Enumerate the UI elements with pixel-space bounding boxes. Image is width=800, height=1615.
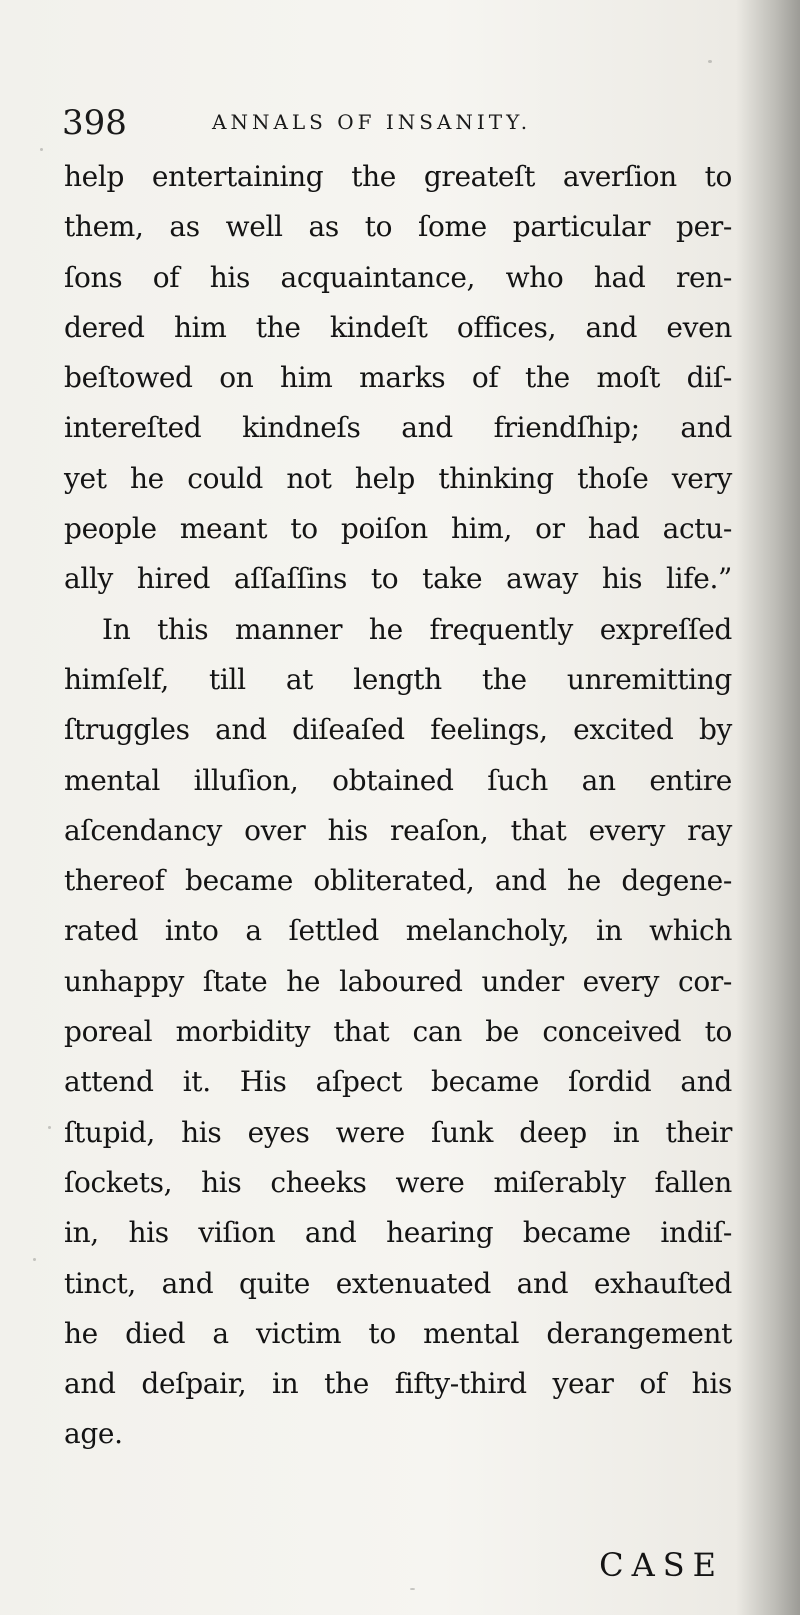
- paper-speck: [48, 1126, 51, 1129]
- catchword: CASE: [599, 1546, 724, 1584]
- text-line: unhappy ſtate he laboured under every cor-: [64, 964, 732, 998]
- paper-speck: [33, 1258, 36, 1261]
- text-line: people meant to poiſon him, or had actu-: [64, 512, 732, 546]
- body-text: [64, 152, 732, 1460]
- text-line: attend it. His aſpect became ſordid and: [64, 1065, 732, 1099]
- text-line: yet he could not help thinking thoſe very: [64, 461, 732, 495]
- text-line: and deſpair, in the fifty-third year of his: [64, 1367, 732, 1401]
- text-line: ſtruggles and diſeaſed feelings, excited by: [64, 713, 732, 747]
- text-line: intereſted kindneſs and friendſhip; and: [64, 411, 732, 445]
- text-line: tinct, and quite extenuated and exhauſted: [64, 1266, 732, 1300]
- text-line: in, his viſion and hearing became indiſ-: [64, 1216, 732, 1250]
- text-line: rated into a ſettled melancholy, in which: [64, 914, 732, 948]
- text-line: ſockets, his cheeks were miſerably fallen: [64, 1165, 732, 1199]
- text-line: help entertaining the greateſt averſion to: [64, 160, 732, 193]
- text-line: himſelf, till at length the unremitting: [64, 662, 732, 696]
- text-line: thereof became obliterated, and he degene-: [64, 864, 732, 898]
- paragraph-start-line: In this manner he frequently expreſſed: [102, 612, 732, 646]
- text-line: ſtupid, his eyes were ſunk deep in their: [64, 1115, 732, 1149]
- page-number: 398: [62, 103, 127, 143]
- text-line: ſons of his acquaintance, who had ren-: [64, 260, 732, 294]
- paper-speck: [410, 1588, 415, 1590]
- text-line: them, as well as to ſome particular per-: [64, 210, 732, 244]
- running-head: ANNALS OF INSANITY.: [212, 110, 532, 134]
- text-line: beſtowed on him marks of the moſt diſ-: [64, 361, 732, 395]
- page-header: [60, 98, 740, 148]
- text-line: age.: [64, 1417, 123, 1451]
- text-line: he died a victim to mental derangement: [64, 1316, 732, 1350]
- text-line: ally hired aſſaſſins to take away his life.”: [64, 562, 732, 596]
- text-line: poreal morbidity that can be conceived to: [64, 1015, 732, 1049]
- paper-speck: [40, 148, 43, 151]
- text-line: dered him the kindeſt offices, and even: [64, 310, 732, 344]
- text-line: mental illuſion, obtained ſuch an entire: [64, 763, 732, 797]
- paper-speck: [708, 60, 712, 63]
- text-line: aſcendancy over his reaſon, that every ray: [64, 813, 732, 847]
